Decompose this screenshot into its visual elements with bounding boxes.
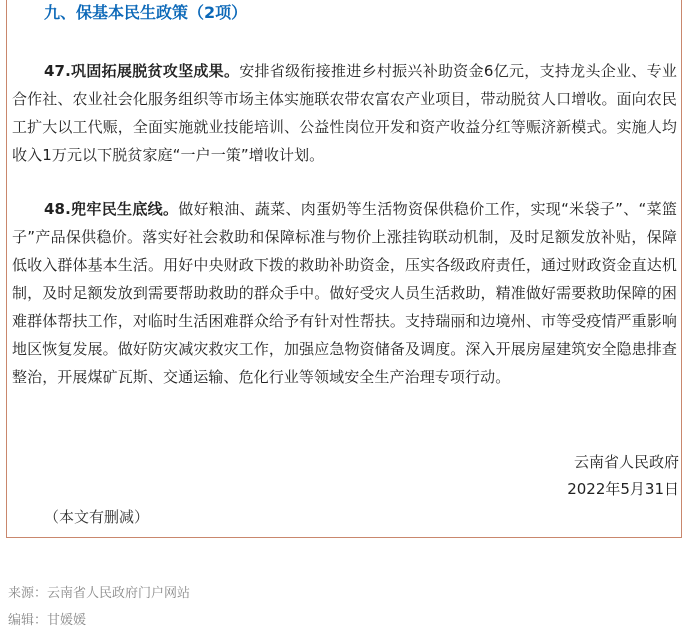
signature-organization: 云南省人民政府: [573, 453, 679, 471]
section-title: 九、保基本民生政策（2项）: [44, 3, 248, 22]
abridged-note: （本文有删减）: [44, 508, 150, 526]
source-line: 来源：云南省人民政府门户网站: [8, 586, 191, 601]
policy-item-47: [12, 57, 677, 169]
policy-item-47-text: 安排省级衔接推进乡村振兴补助资金6亿元，支持龙头企业、专业合作社、农业社会化服务组织等市场主体实施联农带农富农产业项目，带动脱贫人口增收。面向农民工扩大以工代赈，全面实施就业技能培训、公益性岗位开发和资产收益分红等赈济新模式。实施人均收入1万元以下脱贫家庭“一户一策”增收计划。: [12, 62, 677, 164]
editor-line: 编辑：甘媛媛: [8, 613, 87, 628]
policy-item-48: [12, 195, 677, 391]
policy-item-47-heading: 47.巩固拓展脱贫攻坚成果。: [44, 62, 240, 80]
signature-date: 2022年5月31日: [567, 480, 679, 498]
policy-item-48-text: 做好粮油、蔬菜、肉蛋奶等生活物资保供稳价工作，实现“米袋子”、“菜篮子”产品保供稳价。落实好社会救助和保障标准与物价上涨挂钩联动机制，及时足额发放补贴，保障低收入群体基本生活。用好中央财政下拨的救助补助资金，压实各级政府责任，通过财政资金直达机制，及时足额发放到需要帮助救助的群众手中。做好受灾人员生活救助，精准做好需要救助保障的困难群体帮扶工作，对临时生活困难群众给予有针对性帮扶。支持瑞丽和边境州、市等受疫情严重影响地区恢复发展。做好防灾减灾救灾工作，加强应急物资储备及调度。深入开展房屋建筑安全隐患排查整治，开展煤矿瓦斯、交通运输、危化行业等领域安全生产治理专项行动。: [12, 200, 678, 386]
policy-item-48-heading: 48.兜牢民生底线。: [44, 200, 179, 218]
